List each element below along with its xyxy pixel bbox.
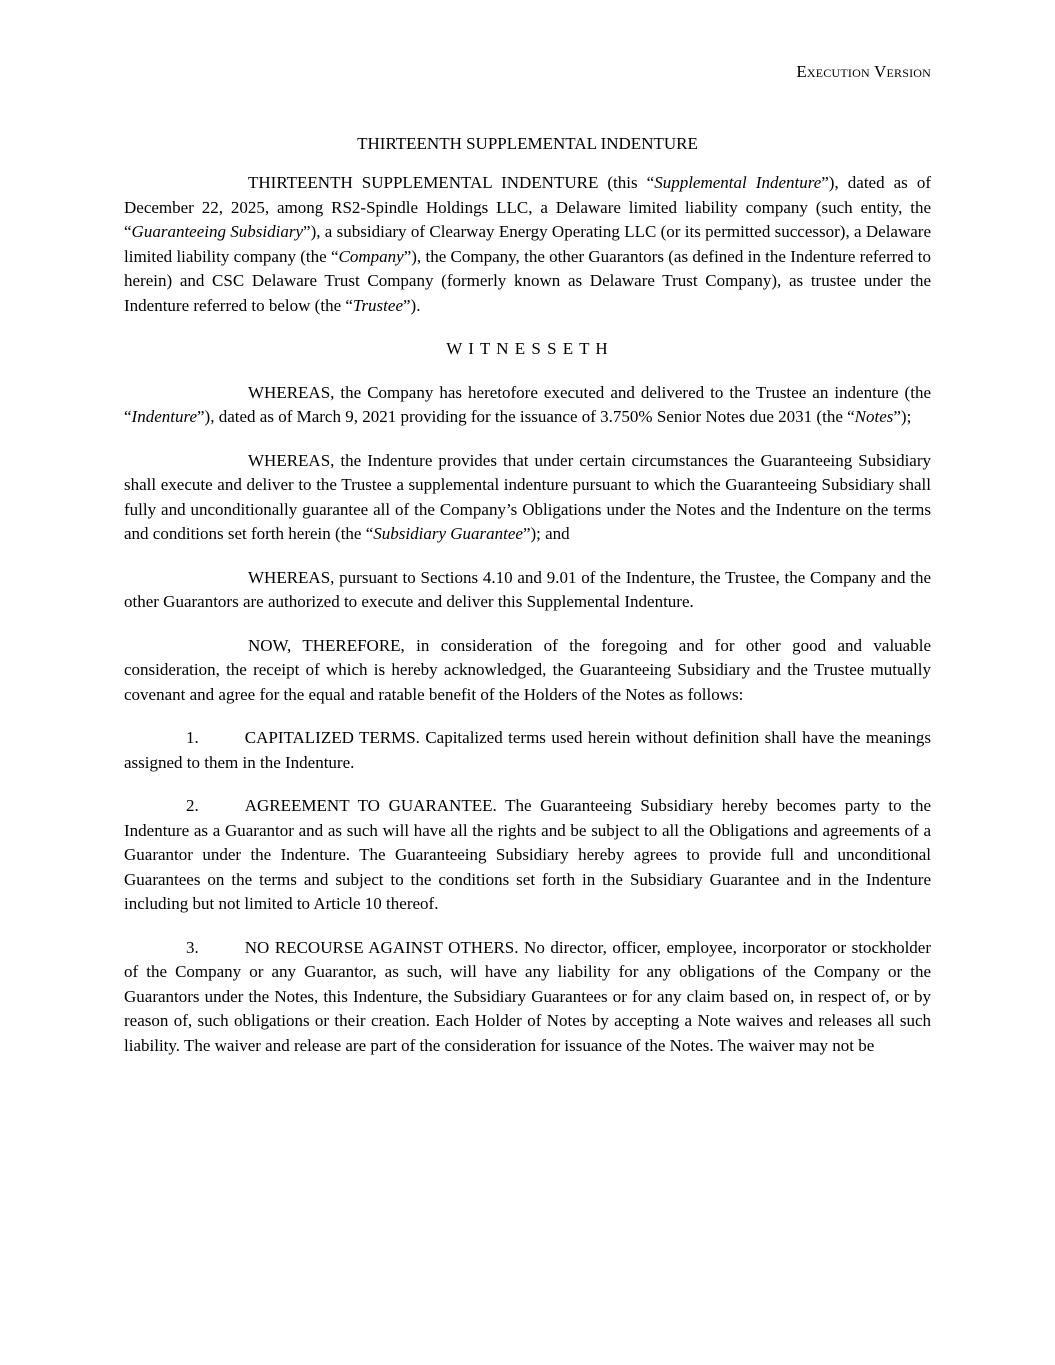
paragraph-number: 1.	[186, 728, 199, 747]
text-run: ”), the Company, the other Guarantors (as defined in the Indenture referred to herein) and CSC Delaware Trust Company (formerly known as Delaware Trust Company), as trustee under the Indenture referred to below (the “	[124, 246, 931, 315]
numbered-paragraph	[124, 794, 931, 917]
text-run: ”), dated as of March 9, 2021 providing for the issuance of 3.750% Senior Notes due 2031 (the “	[197, 407, 855, 426]
numbered-paragraph	[124, 936, 931, 1059]
body-paragraph	[124, 566, 931, 615]
body-paragraph	[124, 634, 931, 708]
execution-version-label: Execution Version	[796, 62, 931, 81]
text-run: ”);	[893, 407, 912, 426]
text-run: CAPITALIZED TERMS. Capitalized terms used herein without definition shall have the meanings assigned to them in the Indenture.	[124, 728, 931, 772]
text-run: ”), a subsidiary of Clearway Energy Operating LLC (or its permitted successor), a Delaware limited liability company (the “	[124, 222, 931, 266]
numbered-paragraph	[124, 726, 931, 775]
defined-term: Notes	[854, 407, 894, 426]
body-paragraph	[124, 449, 931, 547]
text-run: WHEREAS, the Company has heretofore executed and delivered to the Trustee an indenture (the “	[124, 382, 931, 426]
text-run: NOW, THEREFORE, in consideration of the foregoing and for other good and valuable consideration, the receipt of which is hereby acknowledged, the Guaranteeing Subsidiary and the Trustee mutually covenant and agree for the equal and ratable benefit of the Holders of the Notes as follows:	[124, 635, 931, 704]
text-run: ”).	[402, 295, 421, 315]
text-run: NO RECOURSE AGAINST OTHERS. No director, officer, employee, incorporator or stockholder of the Company or any Guarantor, as such, will have any liability for any obligations of the Company or the Guarantors under the Notes, this Indenture, the Subsidiary Guarantees or for any claim based on, in respect of, or by reason of, such obligations or their creation. Each Holder of Notes by accepting a Note waives and releases all such liability. The waiver and release are part of the consideration for issuance of the Notes. The waiver may not be	[124, 937, 931, 1055]
text-run: THIRTEENTH SUPPLEMENTAL INDENTURE (this “	[248, 173, 655, 192]
defined-term: Trustee	[352, 295, 403, 315]
text-run: WHEREAS, the Indenture provides that under certain circumstances the Guaranteeing Subsidiary shall execute and deliver to the Trustee a supplemental indenture pursuant to which the Guaranteeing Subsidiary shall fully and unconditionally guarantee all of the Company’s Obligations under the Notes and the Indenture on the terms and conditions set forth herein (the “	[124, 450, 931, 543]
text-run: AGREEMENT TO GUARANTEE. The Guaranteeing Subsidiary hereby becomes party to the Indenture as a Guarantor and as such will have all the rights and be subject to all the Obligations and agreements of a Guarantor under the Indenture. The Guaranteeing Subsidiary hereby agrees to provide full and unconditional Guarantees on the terms and subject to the conditions set forth in the Subsidiary Guarantee and in the Indenture including but not limited to Article 10 thereof.	[124, 796, 931, 913]
text-run: WHEREAS, pursuant to Sections 4.10 and 9.01 of the Indenture, the Trustee, the Company and the other Guarantors are authorized to execute and deliver this Supplemental Indenture.	[124, 567, 931, 611]
paragraph-number: 2.	[186, 796, 199, 815]
defined-term: Indenture	[131, 407, 198, 426]
text-run: ”), dated as of December 22, 2025, among RS2-Spindle Holdings LLC, a Delaware limited liability company (such entity, the “	[124, 173, 932, 241]
defined-term: Supplemental Indenture	[654, 173, 822, 192]
document-body	[124, 171, 931, 1058]
text-run: W I T N E S S E T H	[446, 339, 609, 358]
defined-term: Subsidiary Guarantee	[373, 524, 523, 543]
document-title: THIRTEENTH SUPPLEMENTAL INDENTURE	[357, 134, 698, 153]
body-paragraph	[124, 381, 931, 430]
defined-term: Guaranteeing Subsidiary	[131, 222, 304, 241]
paragraph-number: 3.	[186, 937, 199, 957]
defined-term: Company	[338, 246, 404, 266]
witnesseth-heading	[124, 337, 931, 362]
body-paragraph	[124, 171, 931, 318]
text-run: ”); and	[522, 524, 570, 543]
